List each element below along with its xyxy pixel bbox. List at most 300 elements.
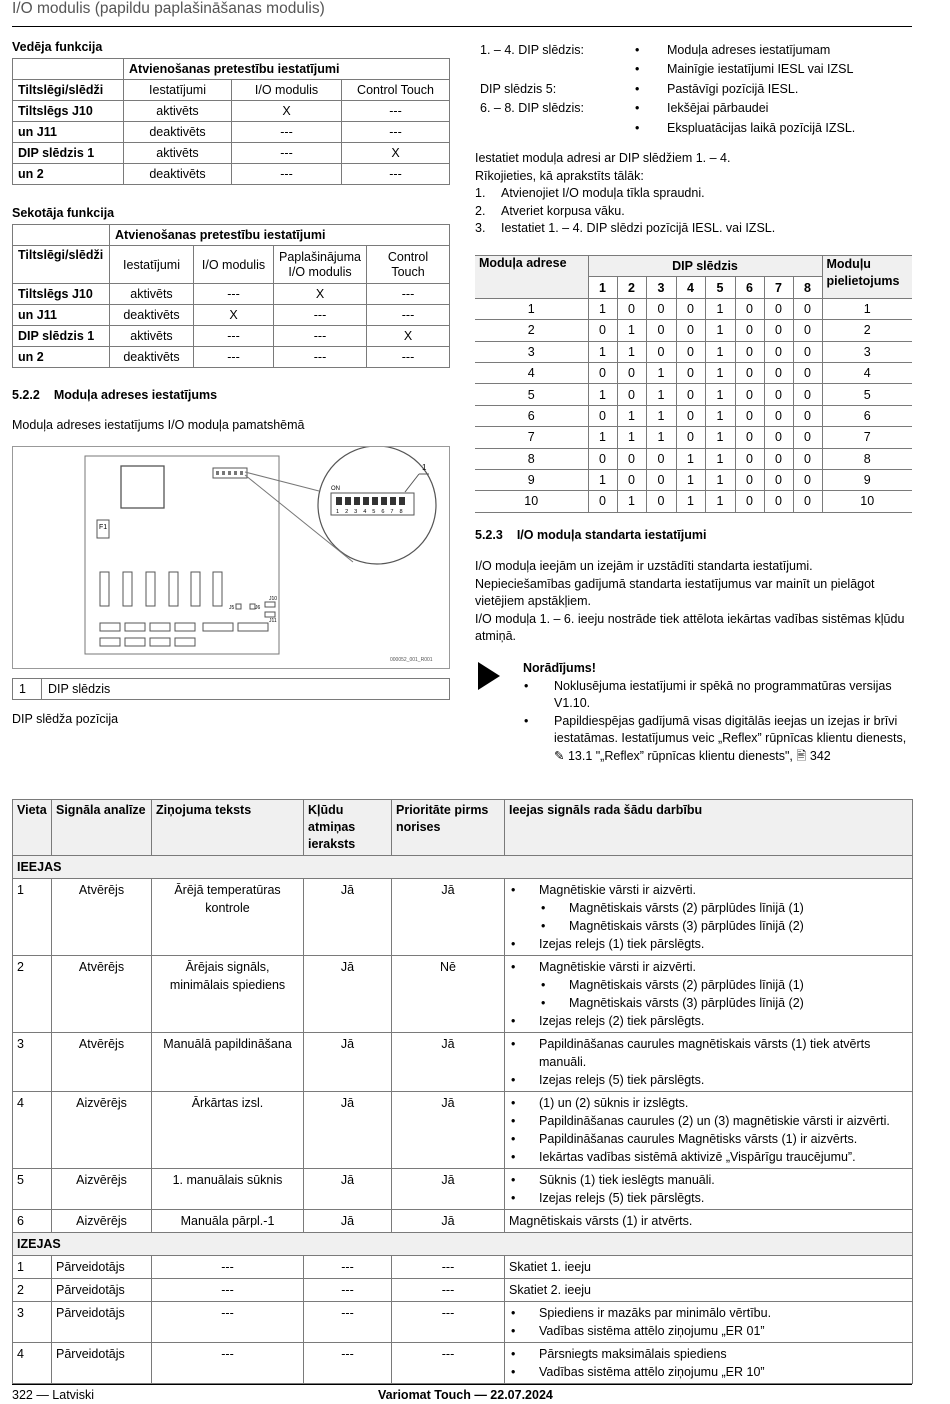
cell-actions [505, 1256, 913, 1279]
section-row: IEEJAS [13, 856, 913, 879]
cell: un 2 [13, 347, 110, 368]
cell-analysis: Atvērējs [52, 879, 152, 956]
action-text: Skatiet 2. ieeju [509, 1283, 591, 1297]
cell: 0 [735, 320, 764, 341]
cell-mem: Jā [304, 879, 392, 956]
cell-actions [505, 1169, 913, 1210]
cell: 1 [676, 491, 705, 512]
cell-pos: 3 [13, 1302, 52, 1343]
col-module-users: Moduļu pielietojums [822, 256, 912, 299]
cell: 0 [793, 448, 822, 469]
cell: 6 [475, 405, 588, 426]
cell-prio: --- [392, 1256, 505, 1279]
cell-actions [505, 956, 913, 1033]
cell: 7 [822, 427, 912, 448]
cell: 0 [676, 384, 705, 405]
action-item: • Izejas relejs (5) tiek pārslēgts. [509, 1071, 908, 1089]
cell: un 2 [13, 164, 124, 185]
table-row [475, 469, 912, 490]
cell: --- [342, 164, 450, 185]
action-item: • Magnētiskais vārsts (3) pārplūdes līnijā (2) [509, 917, 908, 935]
cell: 0 [735, 341, 764, 362]
action-item: • Papildināšanas caurules Magnētisks vārsts (1) ir aizvērts. [509, 1130, 908, 1148]
paragraph: Nepieciešamības gadījumā standarta iestatījumus var mainīt un pielāgot vietējiem apstākļiem. [475, 576, 875, 608]
action-item: • Magnētiskais vārsts (3) pārplūdes līnijā (2) [509, 994, 908, 1012]
cell: 0 [793, 427, 822, 448]
cell: un J11 [13, 122, 124, 143]
cell-analysis: Aizvērējs [52, 1092, 152, 1169]
action-item: • Iekārtas vadības sistēmā aktivizē „Vispārīgu traucējumu”. [509, 1148, 908, 1166]
col-dip-switch: DIP slēdzis [588, 256, 822, 277]
cell: 0 [764, 448, 793, 469]
section-row: IZEJAS [13, 1233, 913, 1256]
action-item: • Izejas relejs (2) tiek pārslēgts. [509, 1012, 908, 1030]
cell: --- [367, 305, 450, 326]
table-row [13, 1256, 913, 1279]
cell: 0 [588, 448, 617, 469]
cell: 1 [676, 469, 705, 490]
cell: 0 [793, 362, 822, 383]
table-row [475, 427, 912, 448]
cell: --- [342, 101, 450, 122]
cell-text: Ārējais signāls, minimālais spiediens [152, 956, 304, 1033]
cell: 3 [822, 341, 912, 362]
cell-actions [505, 879, 913, 956]
action-item: • Magnētiskais vārsts (2) pārplūdes līnijā (1) [509, 976, 908, 994]
cell: 0 [588, 491, 617, 512]
cell: --- [232, 143, 342, 164]
action-item: • Vadības sistēma attēlo ziņojumu „ER 01” [509, 1322, 908, 1340]
table-row [13, 1033, 913, 1092]
cell-text: Manuāla pārpl.-1 [152, 1210, 304, 1233]
dip-bit-header: 8 [793, 277, 822, 298]
lead-col-switches: Tiltslēgi/slēdži [13, 80, 124, 101]
cell: --- [367, 347, 450, 368]
cell: 0 [793, 491, 822, 512]
cell-prio: --- [392, 1279, 505, 1302]
cell: 0 [793, 320, 822, 341]
svg-text:J6: J6 [255, 605, 261, 611]
col-error-memory: Kļūdu atmiņas ieraksts [304, 800, 392, 856]
dip-bit-header: 1 [588, 277, 617, 298]
footer-divider [12, 1384, 912, 1385]
section-523-heading [475, 528, 706, 542]
cell: 0 [646, 341, 676, 362]
cell: --- [342, 122, 450, 143]
footer-doc: Variomat Touch — 22.07.2024 [378, 1388, 553, 1402]
cell: 5 [822, 384, 912, 405]
dip-item: Pastāvīgi pozīcijā IESL. [667, 81, 799, 96]
cell: Tiltslēgs J10 [13, 284, 110, 305]
cell: 0 [617, 384, 646, 405]
cell: 1 [705, 491, 735, 512]
cell: --- [367, 284, 450, 305]
cell: 5 [475, 384, 588, 405]
cell-prio: --- [392, 1302, 505, 1343]
cell: 0 [617, 362, 646, 383]
cell: 0 [676, 298, 705, 319]
cell: 1 [705, 469, 735, 490]
cell-text: --- [152, 1343, 304, 1384]
cell: aktivēts [110, 284, 194, 305]
cell-text: Ārējā temperatūras kontrole [152, 879, 304, 956]
col-action: Ieejas signāls rada šādu darbību [505, 800, 913, 856]
cell: 1 [617, 491, 646, 512]
note-item: • Noklusējuma iestatījumi ir spēkā no programmatūras versijas V1.10. [523, 678, 915, 713]
cell: 0 [617, 469, 646, 490]
step-item: 3. Iestatiet 1. – 4. DIP slēdzi pozīcijā IESL. vai IZSL. [475, 221, 776, 235]
cell: 0 [764, 341, 793, 362]
cell: 7 [475, 427, 588, 448]
step-item: 2. Atveriet korpusa vāku. [475, 203, 625, 218]
cell-actions [505, 1092, 913, 1169]
table-row [475, 298, 912, 319]
action-item: • (1) un (2) sūknis ir izslēgts. [509, 1094, 908, 1112]
cell: 0 [588, 320, 617, 341]
table-row [13, 1343, 913, 1384]
cell-text: Ārkārtas izsl. [152, 1092, 304, 1169]
cell: --- [232, 164, 342, 185]
cell: 0 [764, 469, 793, 490]
cell-mem: --- [304, 1302, 392, 1343]
cell: 1 [676, 448, 705, 469]
cell: 0 [646, 491, 676, 512]
lead-col-settings: Iestatījumi [124, 80, 232, 101]
cell-pos: 4 [13, 1343, 52, 1384]
cell-pos: 4 [13, 1092, 52, 1169]
follow-group-header: Atvienošanas pretestību iestatījumi [110, 225, 450, 246]
cell-prio: Jā [392, 1169, 505, 1210]
table-row [13, 347, 450, 368]
cell-actions [505, 1343, 913, 1384]
section-number: 5.2.3 [475, 528, 503, 542]
follow-col-io: I/O modulis [194, 246, 274, 284]
cell: 0 [646, 320, 676, 341]
cell: deaktivēts [124, 164, 232, 185]
lead-function-table [12, 58, 450, 185]
col-priority: Prioritāte pirms norises [392, 800, 505, 856]
follow-col-control: Control Touch [367, 246, 450, 284]
cell-actions [505, 1279, 913, 1302]
cell: 0 [735, 448, 764, 469]
dip-bit-header: 3 [646, 277, 676, 298]
legend-text: DIP slēdzis [42, 679, 450, 700]
cell: 4 [822, 362, 912, 383]
address-steps [475, 150, 915, 238]
section-title: Moduļa adreses iestatījums [53, 388, 218, 402]
cell-pos: 1 [13, 1256, 52, 1279]
cell: DIP slēdzis 1 [13, 326, 110, 347]
cell: 0 [793, 341, 822, 362]
cell: 2 [822, 320, 912, 341]
cell: 0 [764, 384, 793, 405]
action-item: • Magnētiskais vārsts (2) pārplūdes līnijā (1) [509, 899, 908, 917]
col-signal-analysis: Signāla analīze [52, 800, 152, 856]
table-row [13, 122, 450, 143]
follow-function-table [12, 224, 450, 368]
section-522-subtitle: Moduļa adreses iestatījums I/O moduļa pamatshēmā [12, 418, 305, 432]
cell: 8 [822, 448, 912, 469]
cell: 0 [764, 427, 793, 448]
cell-mem: --- [304, 1343, 392, 1384]
cell: --- [274, 305, 367, 326]
cell: 0 [676, 341, 705, 362]
action-item: • Sūknis (1) tiek ieslēgts manuāli. [509, 1171, 908, 1189]
cell-actions [505, 1302, 913, 1343]
follow-col-ext-io: Paplašinājuma I/O modulis [274, 246, 367, 284]
header-divider [12, 26, 912, 27]
cell-prio: Jā [392, 1210, 505, 1233]
cell-mem: Jā [304, 1092, 392, 1169]
io-signal-table [12, 799, 913, 1384]
cell: 1 [705, 362, 735, 383]
cell: 0 [793, 469, 822, 490]
cell-pos: 2 [13, 1279, 52, 1302]
cell: 1 [646, 384, 676, 405]
cell: 1 [646, 362, 676, 383]
cell: deaktivēts [110, 347, 194, 368]
cell: 0 [793, 405, 822, 426]
cell: 0 [735, 427, 764, 448]
cell: Tiltslēgs J10 [13, 101, 124, 122]
cell: X [274, 284, 367, 305]
cell: X [367, 326, 450, 347]
action-item: • Papildināšanas caurules (2) un (3) magnētiskie vārsti ir aizvērti. [509, 1112, 908, 1130]
cell: 0 [676, 320, 705, 341]
note-title: Norādījums! [523, 661, 596, 675]
cell: 1 [617, 320, 646, 341]
cell: 1 [617, 341, 646, 362]
dip-key: DIP slēdzis 5: [480, 81, 557, 96]
cell: --- [194, 284, 274, 305]
table-row [13, 879, 913, 956]
cell: 9 [475, 469, 588, 490]
diagram-code: 000052_001_R001 [390, 657, 433, 663]
dip-on-label: ON [331, 486, 340, 492]
cell: 0 [735, 298, 764, 319]
cell: 0 [617, 448, 646, 469]
cell: 10 [822, 491, 912, 512]
cell: 1 [588, 427, 617, 448]
f1-label: F1 [99, 524, 108, 531]
cell: 4 [475, 362, 588, 383]
table-row [13, 1279, 913, 1302]
cell: 0 [735, 469, 764, 490]
note-arrow-icon [478, 662, 500, 690]
table-row [13, 1302, 913, 1343]
table-row [13, 101, 450, 122]
table-row [475, 448, 912, 469]
note-item: • Papildiespējas gadījumā visas digitālās ieejas un izejas ir brīvi iestatāmas. Iestatījumus veic „Reflex” rūpnīcas klientu dienests, ✎ 13.1 "„Reflex” rūpnīcas klientu dienests", 🖹 342 [523, 713, 915, 766]
cell: 2 [475, 320, 588, 341]
dip-bit-header: 5 [705, 277, 735, 298]
cell-prio: Jā [392, 1033, 505, 1092]
cell: 0 [764, 405, 793, 426]
module-board-diagram [12, 446, 450, 669]
cell: deaktivēts [124, 122, 232, 143]
cell-mem: Jā [304, 956, 392, 1033]
table-row [13, 1092, 913, 1169]
cell-text: --- [152, 1279, 304, 1302]
cell-analysis: Pārveidotājs [52, 1279, 152, 1302]
action-item: • Magnētiskie vārsti ir aizvērti. [509, 881, 908, 899]
lead-col-io: I/O modulis [232, 80, 342, 101]
cell: 0 [735, 405, 764, 426]
cell: 1 [617, 427, 646, 448]
cell: 3 [475, 341, 588, 362]
cell-analysis: Pārveidotājs [52, 1343, 152, 1384]
cell: --- [274, 326, 367, 347]
action-item: • Vadības sistēma attēlo ziņojumu „ER 10” [509, 1363, 908, 1381]
cell-mem: Jā [304, 1033, 392, 1092]
cell-mem: --- [304, 1279, 392, 1302]
cell: 1 [705, 384, 735, 405]
cell: 0 [676, 427, 705, 448]
lead-group-header: Atvienošanas pretestību iestatījumi [124, 59, 450, 80]
cell: X [194, 305, 274, 326]
board-drawing [13, 447, 449, 668]
cell: 0 [764, 491, 793, 512]
table-row [475, 405, 912, 426]
action-item: • Magnētiskie vārsti ir aizvērti. [509, 958, 908, 976]
cell-text: Manuālā papildināšana [152, 1033, 304, 1092]
action-item: • Izejas relejs (5) tiek pārslēgts. [509, 1189, 908, 1207]
section-number: 5.2.2 [12, 388, 40, 402]
cell: 1 [705, 405, 735, 426]
cell-mem: --- [304, 1256, 392, 1279]
dip-key: 1. – 4. DIP slēdzis: [480, 42, 584, 57]
cell: 1 [588, 384, 617, 405]
cell: 1 [588, 341, 617, 362]
follow-col-switches: Tiltslēgi/slēdži [13, 246, 110, 284]
cell: 1 [705, 341, 735, 362]
cell: 1 [588, 469, 617, 490]
cell-analysis: Pārveidotājs [52, 1302, 152, 1343]
svg-text:J11: J11 [269, 618, 277, 624]
table-row [475, 320, 912, 341]
cell-pos: 1 [13, 879, 52, 956]
step-item: 1. Atvienojiet I/O moduļa tīkla spraudni. [475, 186, 705, 200]
cell-actions [505, 1033, 913, 1092]
cell: --- [194, 326, 274, 347]
table-row [13, 305, 450, 326]
cell: aktivēts [110, 326, 194, 347]
paragraph: I/O moduļa ieejām un izejām ir uzstādīti standarta iestatījumi. [475, 559, 813, 573]
cell-actions [505, 1210, 913, 1233]
cell: 1 [475, 298, 588, 319]
cell: 0 [764, 320, 793, 341]
cell-analysis: Aizvērējs [52, 1169, 152, 1210]
cell-analysis: Aizvērējs [52, 1210, 152, 1233]
dip-item: Iekšējai pārbaudei [667, 101, 769, 116]
cell: 0 [646, 298, 676, 319]
cell: 1 [617, 405, 646, 426]
action-text: Magnētiskais vārsts (1) ir atvērts. [509, 1214, 693, 1228]
cell: 0 [735, 491, 764, 512]
cell: 1 [705, 298, 735, 319]
module-address-table [475, 255, 912, 513]
cell-text: --- [152, 1302, 304, 1343]
cell-text: 1. manuālais sūknis [152, 1169, 304, 1210]
cell: 0 [764, 362, 793, 383]
cell: 0 [588, 405, 617, 426]
action-item: • Izejas relejs (1) tiek pārslēgts. [509, 935, 908, 953]
cell: 1 [822, 298, 912, 319]
table-row [13, 164, 450, 185]
note-box [475, 660, 915, 765]
cell: deaktivēts [110, 305, 194, 326]
col-module-address: Moduļa adrese [475, 256, 588, 299]
follow-col-settings: Iestatījumi [110, 246, 194, 284]
steps-intro: Iestatiet moduļa adresi ar DIP slēdžiem 1. – 4. [475, 151, 731, 165]
cell: 0 [676, 405, 705, 426]
lead-col-control: Control Touch [342, 80, 450, 101]
cell: 1 [705, 448, 735, 469]
cell: 0 [735, 384, 764, 405]
dip-bit-header: 2 [617, 277, 646, 298]
cell: DIP slēdzis 1 [13, 143, 124, 164]
cell: --- [194, 347, 274, 368]
cell: X [232, 101, 342, 122]
svg-text:J10: J10 [269, 596, 278, 602]
col-message-text: Ziņojuma teksts [152, 800, 304, 856]
table-row [13, 284, 450, 305]
cell: 0 [617, 298, 646, 319]
cell: --- [232, 122, 342, 143]
cell-pos: 6 [13, 1210, 52, 1233]
cell: 9 [822, 469, 912, 490]
cell-analysis: Atvērējs [52, 956, 152, 1033]
action-text: Skatiet 1. ieeju [509, 1260, 591, 1274]
cell-prio: Jā [392, 879, 505, 956]
cell-prio: Nē [392, 956, 505, 1033]
table-row [13, 143, 450, 164]
dip-bit-header: 4 [676, 277, 705, 298]
dip-key: 6. – 8. DIP slēdzis: [480, 101, 584, 116]
dip-bit-header: 6 [735, 277, 764, 298]
steps-lead: Rīkojieties, kā aprakstīts tālāk: [475, 168, 644, 183]
cell: X [342, 143, 450, 164]
table-row [475, 341, 912, 362]
page-header-title: I/O modulis (papildu paplašināšanas modulis) [12, 0, 325, 17]
cell: 1 [705, 427, 735, 448]
action-item: • Papildināšanas caurules magnētiskais vārsts (1) tiek atvērts manuāli. [509, 1035, 908, 1071]
standard-settings-text [475, 558, 915, 646]
table-row [475, 491, 912, 512]
cell: 1 [588, 298, 617, 319]
lead-function-label: Vedēja funkcija [12, 40, 103, 54]
cell: 0 [646, 469, 676, 490]
cell: 1 [646, 405, 676, 426]
follow-function-label: Sekotāja funkcija [12, 206, 115, 220]
cell: 1 [646, 427, 676, 448]
cell: aktivēts [124, 143, 232, 164]
cell: 8 [475, 448, 588, 469]
diagram-legend [12, 678, 450, 700]
action-item: • Pārsniegts maksimālais spiediens [509, 1345, 908, 1363]
dip-item: Moduļa adreses iestatījumam [667, 42, 831, 57]
cell: 0 [588, 362, 617, 383]
cell-mem: Jā [304, 1169, 392, 1210]
dip-position-caption: DIP slēdža pozīcija [12, 712, 119, 726]
table-row [13, 1210, 913, 1233]
table-row [13, 326, 450, 347]
cell: 0 [793, 384, 822, 405]
cell: --- [274, 347, 367, 368]
dip-item: Mainīgie iestatījumi IESL vai IZSL [667, 62, 854, 77]
cell: 0 [793, 298, 822, 319]
table-row [13, 956, 913, 1033]
